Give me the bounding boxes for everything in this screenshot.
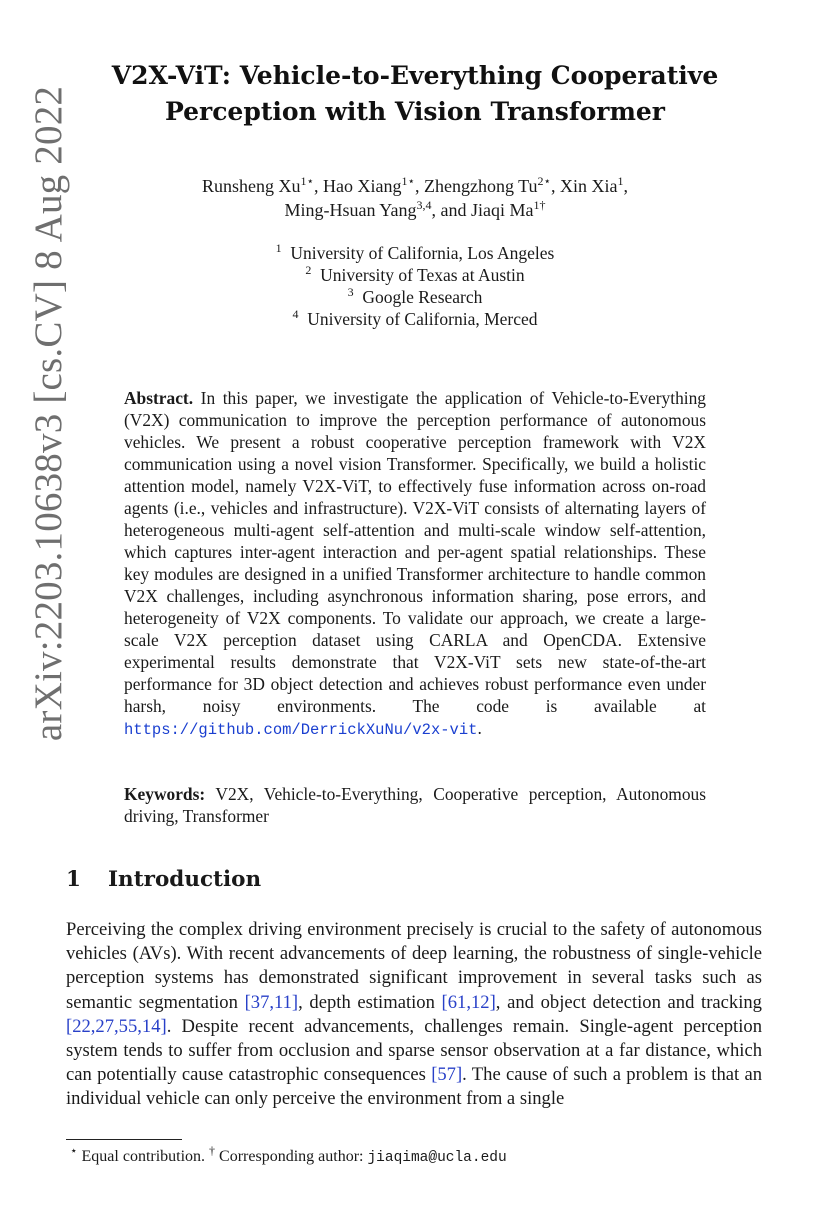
author-name: Hao Xiang	[322, 176, 402, 196]
citation-link[interactable]: [57]	[431, 1064, 463, 1086]
footnote-star: ⋆	[70, 1143, 78, 1158]
author-mark: 1†	[533, 198, 546, 212]
footnote	[70, 1143, 507, 1169]
abstract-label: Abstract.	[124, 388, 194, 408]
author-name: Xin Xia	[560, 176, 618, 196]
arxiv-sidebar-stamp	[29, 66, 69, 760]
author-mark: 1⋆	[300, 174, 314, 188]
affiliation	[70, 308, 760, 330]
footnote-dagger: †	[209, 1143, 216, 1158]
affiliation-name: University of California, Los Angeles	[290, 243, 555, 263]
intro-text: , depth estimation	[298, 991, 435, 1013]
author-name: Zhengzhong Tu	[423, 176, 538, 196]
abstract-end: .	[477, 718, 482, 738]
affiliation-number: 2	[305, 263, 312, 278]
author-mark: 3,4	[416, 198, 432, 212]
author-conjunction: and	[440, 200, 467, 220]
affiliation-number: 3	[347, 285, 354, 300]
citation-link[interactable]: [37,11]	[244, 991, 299, 1013]
intro-paragraph	[66, 918, 762, 1112]
intro-text: . Despite recent advancements, challenges remain. Single-agent perception system tends to suffer from occlusion and sparse sensor observation at a far distance, which can potentially cause catastrophic consequences	[66, 1015, 762, 1086]
section-heading	[66, 866, 261, 894]
section-title: Introduction	[108, 867, 262, 892]
affiliation-name: University of California, Merced	[307, 309, 538, 329]
keywords-text: V2X, Vehicle-to-Everything, Cooperative perception, Autonomous driving, Transformer	[124, 784, 706, 826]
intro-text: Perceiving the complex driving environment precisely is crucial to the safety of autonomous vehicles (AVs). With recent advancements of deep learning, the robustness of single-vehicle perception systems has demonstrated significant improvement in several tasks such as semantic segmentation	[66, 919, 762, 1013]
affiliation	[70, 286, 760, 308]
citation-link[interactable]: [22,27,55,14]	[66, 1015, 167, 1037]
footnote-equal: Equal contribution.	[81, 1148, 206, 1165]
intro-text: . The cause of such a problem is that an individual vehicle can only perceive the environment from a single	[66, 1064, 763, 1110]
abstract	[124, 387, 706, 741]
arxiv-id: arXiv:2203.10638v3 [cs.CV] 8 Aug 2022	[27, 85, 71, 741]
footnote-email[interactable]: jiaqima@ucla.edu	[367, 1150, 507, 1166]
affiliation-list	[70, 242, 760, 330]
author-name: Runsheng Xu	[201, 176, 301, 196]
affiliation-name: University of Texas at Austin	[320, 265, 525, 285]
author-mark: 2⋆	[537, 174, 552, 188]
affiliation-number: 4	[292, 307, 299, 322]
affiliation	[70, 264, 760, 286]
abstract-text: In this paper, we investigate the application of Vehicle-to-Everything (V2X) communication to improve the perception performance of autonomous vehicles. We present a robust cooperative perception framework with V2X communication using a novel vision Transformer. Specifically, we build a holistic attention model, namely V2X-ViT, to effectively fuse information across on-road agents (i.e., vehicles and infrastructure). V2X-ViT consists of alternating layers of heterogeneous multi-agent self-attention and multi-scale window self-attention, which captures inter-agent interaction and per-agent spatial relationships. These key modules are designed in a unified Transformer architecture to handle common V2X challenges, including asynchronous information sharing, pose errors, and heterogeneity of V2X components. To validate our approach, we create a large-scale V2X perception dataset using CARLA and OpenCDA. Extensive experimental results demonstrate that V2X-ViT sets new state-of-the-art performance for 3D object detection and achieves robust performance even under harsh, noisy environments. The code is available at	[124, 388, 706, 716]
affiliation-number: 1	[275, 241, 282, 256]
author-mark: 1	[617, 174, 624, 188]
author-list	[70, 174, 760, 222]
footnote-corresponding: Corresponding author:	[219, 1148, 364, 1165]
paper-title	[70, 58, 760, 130]
author-mark: 1⋆	[401, 174, 415, 188]
author-name: Ming-Hsuan Yang	[284, 200, 417, 220]
title-line-1: V2X-ViT: Vehicle-to-Everything Cooperative	[111, 61, 719, 90]
keywords-label: Keywords:	[124, 784, 206, 804]
citation-link[interactable]: [61,12]	[441, 991, 496, 1013]
affiliation-name: Google Research	[362, 287, 483, 307]
author-line-1: Runsheng $Xu^{1⋆}$, Hao Xiang$^{1⋆}$, Zhengzhong $Tu^{2⋆}$, Xin Xia$^1$,	[201, 174, 629, 196]
section-number: 1	[66, 867, 81, 892]
author-line-2: Ming-Hsuan Yang$^{3,4}$, and Jiaqi $Ma^{1\dagger}$	[284, 198, 546, 220]
intro-text: , and object detection and tracking	[495, 991, 762, 1013]
footnote-rule	[66, 1139, 182, 1140]
keywords	[124, 783, 706, 827]
code-link[interactable]: https://github.com/DerrickXuNu/v2x-vit	[124, 721, 478, 739]
title-line-2: Perception with Vision Transformer	[165, 97, 665, 126]
affiliation	[70, 242, 760, 264]
author-name: Jiaqi Ma	[471, 200, 534, 220]
